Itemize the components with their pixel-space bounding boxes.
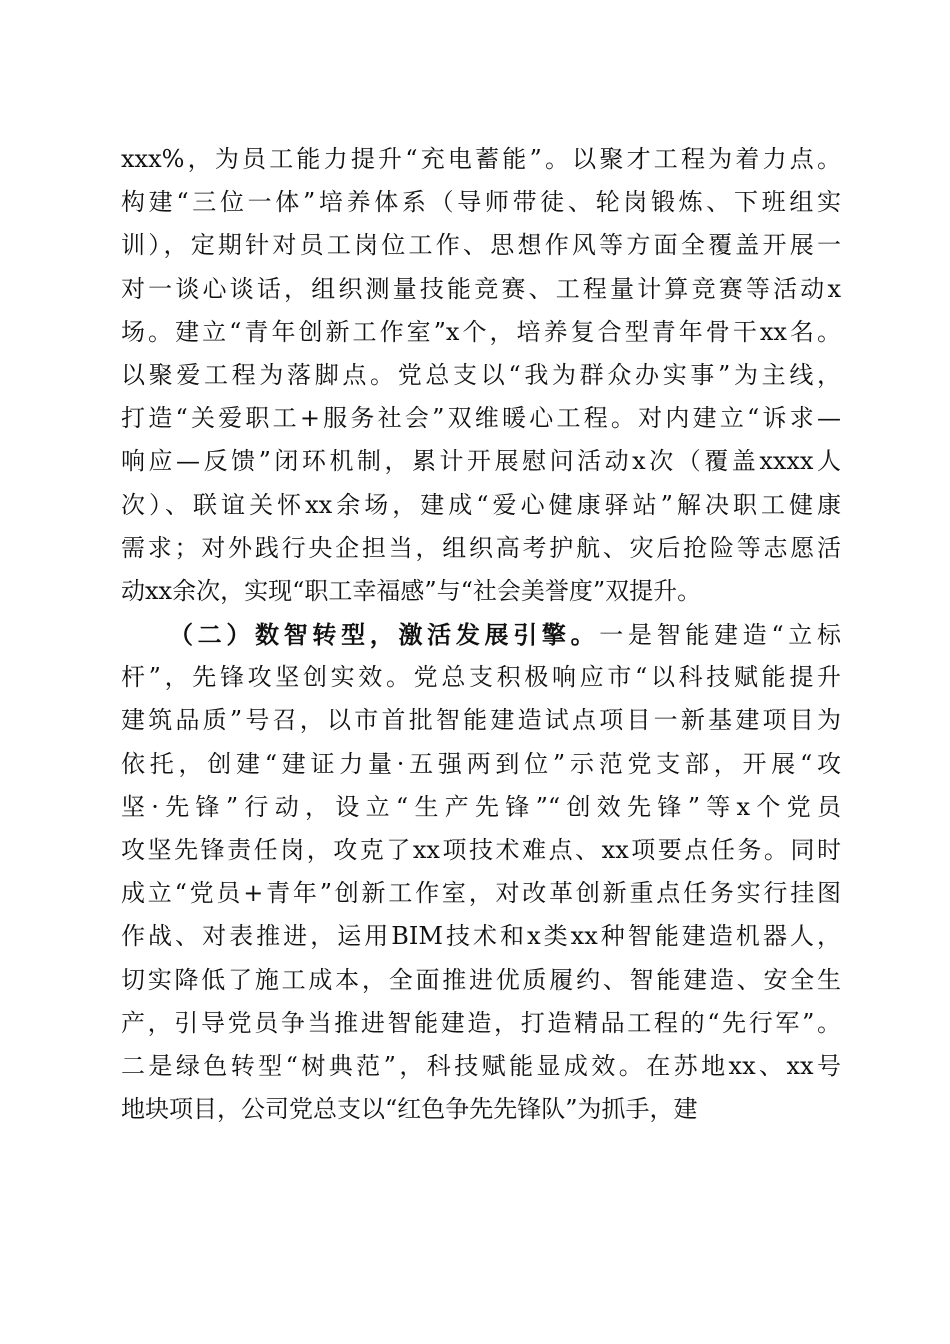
document-body (121, 138, 841, 1131)
text-line: 成立“党员+青年”创新工作室，对改革创新重点任务实行挂图 (121, 879, 841, 908)
text-line: 需求；对外践行央企担当，组织高考护航、灾后抢险等志愿活 (121, 533, 841, 562)
text-line: 作战、对表推进，运用BIM技术和x类xx种智能建造机器人， (121, 922, 841, 951)
text-line: 以聚爱工程为落脚点。党总支以“我为群众办实事”为主线， (121, 360, 841, 389)
text-line: 响应—反馈”闭环机制，累计开展慰问活动x次（覆盖xxxx人 (121, 447, 841, 476)
text-line: 对一谈心谈话，组织测量技能竞赛、工程量计算竞赛等活动x (121, 274, 841, 303)
text-line: xxx%，为员工能力提升“充电蓄能”。以聚才工程为着力点。 (121, 145, 841, 173)
text-line: 坚·先锋”行动，设立“生产先锋”“创效先锋”等x个党员 (121, 792, 841, 821)
text-line: 建筑品质”号召，以市首批智能建造试点项目一新基建项目为 (121, 706, 841, 735)
text-line: 打造“关爱职工+服务社会”双维暖心工程。对内建立“诉求— (121, 404, 841, 433)
text-line: 地块项目，公司党总支以“红色争先先锋队”为抓手，建 (121, 1095, 698, 1124)
section-heading: （二）数智转型，激活发展引擎。 (169, 620, 600, 650)
text-line: 依托，创建“建证力量·五强两到位”示范党支部，开展“攻 (121, 749, 841, 778)
text-line: 训），定期针对员工岗位工作、思想作风等方面全覆盖开展一 (121, 231, 841, 260)
text-line: 杆”，先锋攻坚创实效。党总支积极响应市“以科技赋能提升 (121, 663, 841, 692)
section-first-line-rest: 一是智能建造“立标 (599, 621, 841, 650)
text-line: 次）、联谊关怀xx余场，建成“爱心健康驿站”解决职工健康 (121, 490, 841, 519)
text-line: 场。建立“青年创新工作室”x个，培养复合型青年骨干xx名。 (121, 317, 841, 346)
text-line: 二是绿色转型“树典范”，科技赋能显成效。在苏地xx、xx号 (121, 1051, 841, 1080)
text-line: 产，引导党员争当推进智能建造，打造精品工程的“先行军”。 (121, 1008, 841, 1037)
text-line: 攻坚先锋责任岗，攻克了xx项技术难点、xx项要点任务。同时 (121, 836, 841, 864)
section-first-line (121, 613, 841, 656)
text-line: 构建“三位一体”培养体系（导师带徒、轮岗锻炼、下班组实 (121, 188, 841, 217)
text-line: 切实降低了施工成本，全面推进优质履约、智能建造、安全生 (121, 965, 841, 994)
text-line: 动xx余次，实现“职工幸福感”与“社会美誉度”双提升。 (121, 576, 702, 605)
